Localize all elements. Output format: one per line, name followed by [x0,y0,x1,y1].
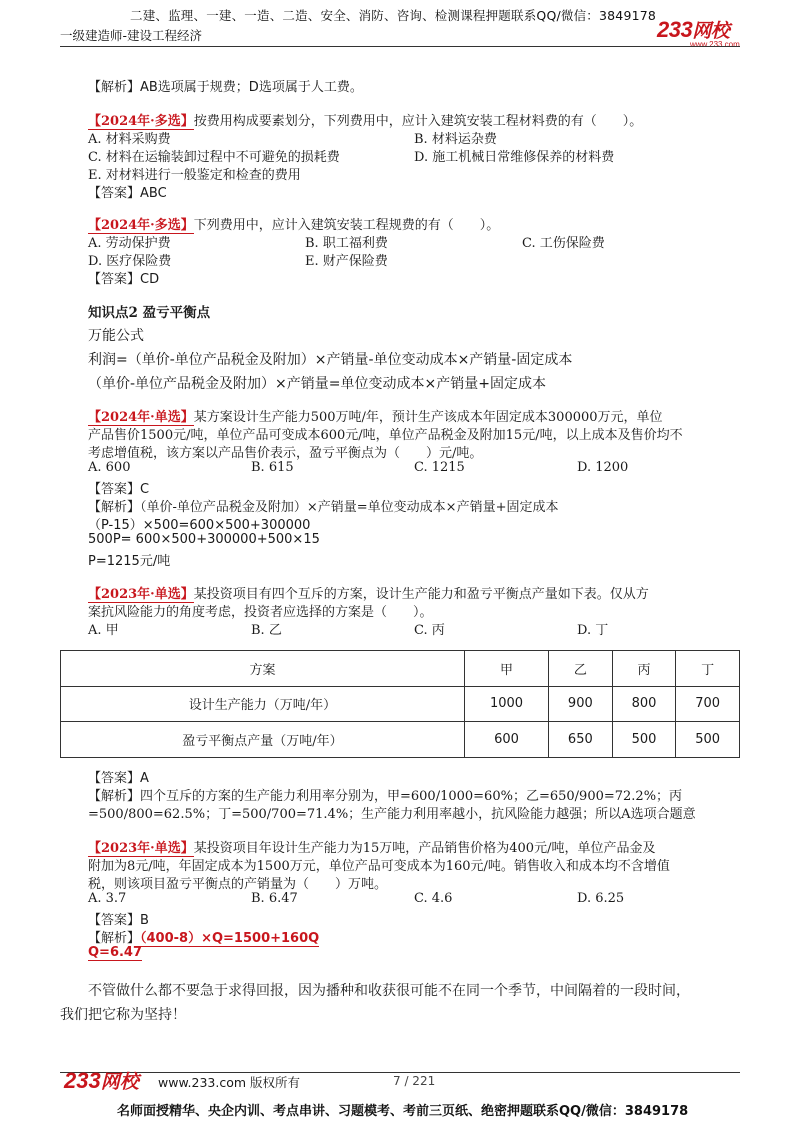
option-d: D. 1200 [577,460,629,475]
table-header-cell: 乙 [549,651,613,687]
option-b: B. 职工福利费 [305,236,388,251]
question-stem-cont: 附加为8元/吨，年固定成本为1500万元，单位产品可变成本为160元/吨。销售收入和成本均不含增值 [88,859,670,874]
analysis [88,927,319,946]
analysis: 【解析】四个互斥的方案的生产能力利用率分别为，甲=600/1000=60%；乙=650/900=72.2%；丙 [88,789,683,804]
option-a: A. 600 [88,460,131,475]
logo-text: 网校 [100,1072,139,1093]
analysis-cont: =500/800=62.5%；丁=500/700=71.4%；生产能力利用率越小，抗风险能力越强；所以A选项合题意 [88,807,696,822]
plan-table [60,650,740,758]
question-tag: 【2023年·单选】 [88,587,194,602]
option-c: C. 4.6 [414,891,453,906]
analysis-step: （P-15）×500=600×500+300000 [88,518,311,533]
table-cell: 1000 [465,686,549,722]
analysis-equation: （400-8）×Q=1500+160Q [140,931,320,946]
question-stem: 某投资项目有四个互斥的方案，设计生产能力和盈亏平衡点产量如下表。仅从方 [193,587,649,602]
table-cell: 设计生产能力（万吨/年） [61,686,465,722]
question-stem-cont: 案抗风险能力的角度考虑，投资者应选择的方案是（ ）。 [88,605,433,620]
header-contact-line: 二建、监理、一建、一造、二造、安全、消防、咨询、检测课程押题联系QQ/微信：3849178 [130,8,657,23]
option-a: A. 甲 [88,623,119,638]
option-d: D. 医疗保险费 [88,254,172,269]
option-c: C. 工伤保险费 [522,236,605,251]
logo-number: 233 [64,1068,101,1093]
footer-copyright: www.233.com 版权所有 [158,1075,300,1090]
analysis-step: 500P= 600×500+300000+500×15 [88,532,320,547]
table-row [61,722,740,758]
question-stem: 按费用构成要素划分，下列费用中，应计入建筑安装工程材料费的有（ ）。 [193,114,643,129]
motto-line-1: 不管做什么都不要急于求得回报，因为播种和收获很可能不在同一个季节，中间隔着的一段时间， [88,983,690,999]
analysis-result: Q=6.47 [88,945,143,960]
table-header-cell: 甲 [465,651,549,687]
prev-analysis: 【解析】AB选项属于规费；D选项属于人工费。 [88,80,363,95]
question-tag: 【2024年·单选】 [88,410,194,425]
option-b: B. 乙 [251,623,282,638]
option-d: D. 丁 [577,623,609,638]
option-d: D. 6.25 [577,891,625,906]
option-a: A. 3.7 [88,891,127,906]
option-b: B. 615 [251,460,294,475]
table-header-row [61,651,740,687]
option-d: D. 施工机械日常维修保养的材料费 [414,150,615,165]
question-stem-cont: 考虑增值税，该方案以产品售价表示，盈亏平衡点为（ ）元/吨。 [88,446,483,461]
table-cell: 900 [549,686,613,722]
answer: 【答案】ABC [88,186,167,201]
motto-line-2: 我们把它称为坚持！ [60,1007,186,1023]
question-tag: 【2024年·多选】 [88,114,194,129]
question-stem: 下列费用中，应计入建筑安装工程规费的有（ ）。 [193,218,500,233]
question-tag: 【2024年·多选】 [88,218,194,233]
formula-label: 万能公式 [88,328,144,344]
table-header-cell: 方案 [61,651,465,687]
option-c: C. 1215 [414,460,465,475]
table-cell: 700 [676,686,740,722]
formula-breakeven: （单价-单位产品税金及附加）×产销量=单位变动成本×产销量+固定成本 [88,376,546,392]
brand-logo [657,16,729,43]
section-title: 知识点2 盈亏平衡点 [88,305,211,321]
logo-text: 网校 [692,21,730,42]
option-c: C. 丙 [414,623,445,638]
table-header-cell: 丁 [676,651,740,687]
table-row [61,686,740,722]
formula-profit: 利润=（单价-单位产品税金及附加）×产销量-单位变动成本×产销量-固定成本 [88,352,573,368]
analysis-result-line [88,945,142,960]
option-c: C. 材料在运输装卸过程中不可避免的损耗费 [88,150,340,165]
logo-url: www.233.com [690,40,740,49]
option-e: E. 对材料进行一般鉴定和检查的费用 [88,168,301,183]
answer: 【答案】A [88,771,149,786]
question-1 [88,110,642,129]
analysis-result: P=1215元/吨 [88,554,171,569]
option-a: A. 材料采购费 [88,132,171,147]
question-stem-cont: 税，则该项目盈亏平衡点的产销量为（ ）万吨。 [88,877,388,892]
table-cell: 盈亏平衡点产量（万吨/年） [61,722,465,758]
header-subject: 一级建造师-建设工程经济 [60,28,203,43]
table-header-cell: 丙 [612,651,676,687]
footer-logo [64,1067,139,1094]
answer: 【答案】CD [88,272,160,287]
table-cell: 800 [612,686,676,722]
option-a: A. 劳动保护费 [88,236,171,251]
table-cell: 650 [549,722,613,758]
question-4 [88,583,649,602]
table-cell: 600 [465,722,549,758]
analysis-label: 【解析】 [88,931,141,946]
question-stem: 某投资项目年设计生产能力为15万吨，产品销售价格为400元/吨，单位产品金及 [193,841,656,856]
footer-contact-line: 名师面授精华、央企内训、考点串讲、习题模考、考前三页纸、绝密押题联系QQ/微信：3849178 [117,1104,689,1119]
analysis: 【解析】（单价-单位产品税金及附加）×产销量=单位变动成本×产销量+固定成本 [88,500,559,515]
logo-number: 233 [657,17,693,42]
table-cell: 500 [612,722,676,758]
question-tag: 【2023年·单选】 [88,841,194,856]
table-cell: 500 [676,722,740,758]
question-stem-cont: 产品售价1500元/吨，单位产品可变成本600元/吨，单位产品税金及附加15元/吨，以上成本及售价均不 [88,428,683,443]
option-e: E. 财产保险费 [305,254,388,269]
answer: 【答案】C [88,482,150,497]
question-5 [88,837,655,856]
option-b: B. 材料运杂费 [414,132,497,147]
question-3 [88,406,663,425]
page-number: 7 / 221 [393,1074,436,1088]
option-b: B. 6.47 [251,891,298,906]
question-stem: 某方案设计生产能力500万吨/年，预计生产该成本年固定成本300000万元，单位 [193,410,663,425]
header-divider [60,46,740,47]
question-2 [88,214,499,233]
answer: 【答案】B [88,913,149,928]
